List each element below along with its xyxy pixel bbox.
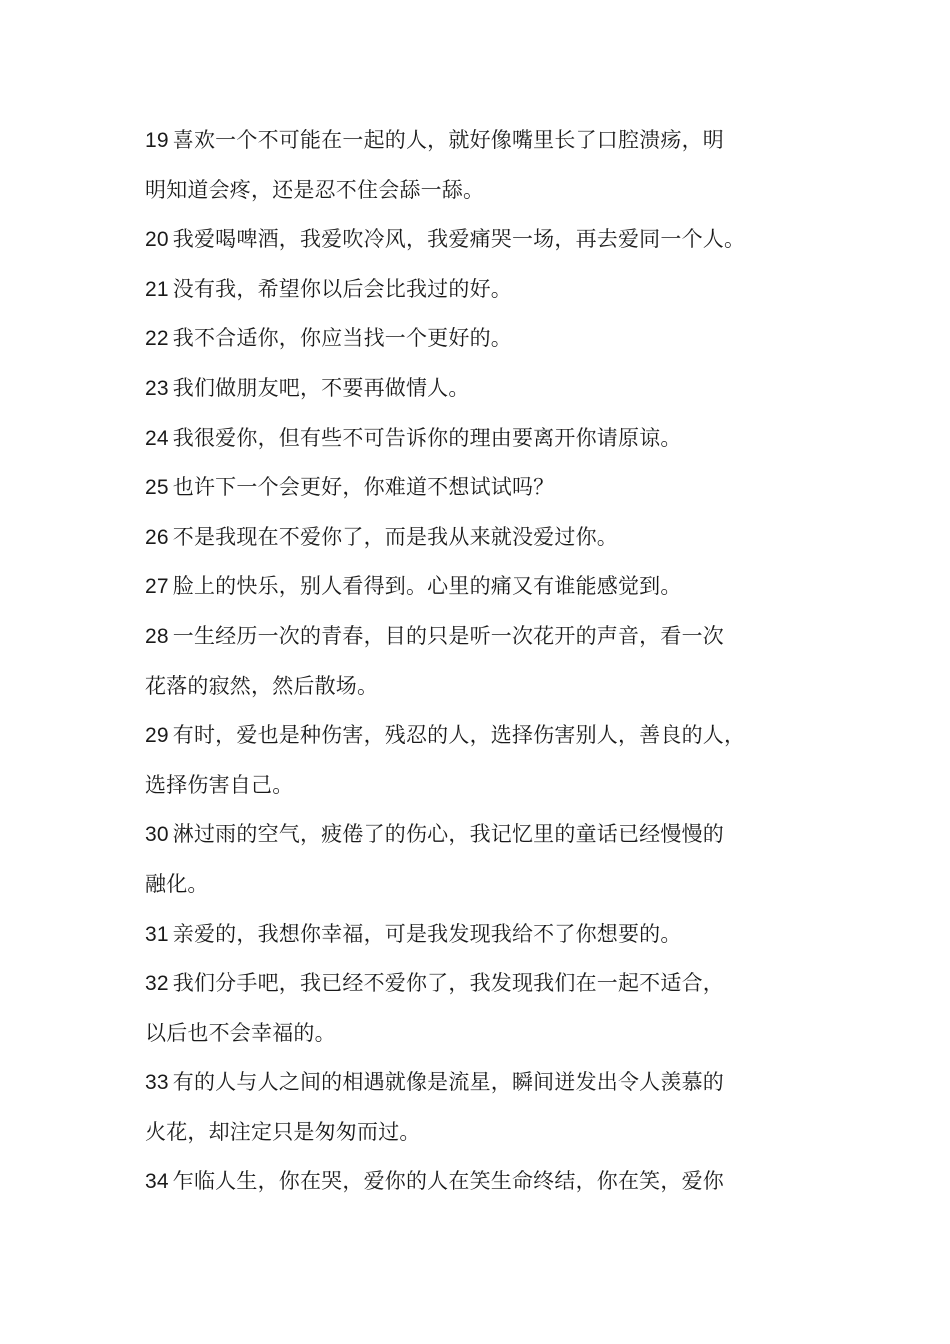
line-text: 我很爱你，但有些不可告诉你的理由要离开你请原谅。 (172, 425, 682, 450)
text-line (145, 513, 835, 563)
text-line (145, 463, 835, 513)
text-line (145, 314, 835, 364)
line-number: 24 (145, 426, 169, 450)
line-number: 21 (145, 277, 169, 301)
text-line (145, 1157, 835, 1207)
line-text: 火花，却注定只是匆匆而过。 (145, 1119, 421, 1144)
line-number: 30 (145, 823, 169, 847)
text-line (145, 761, 835, 811)
line-text: 我不合适你，你应当找一个更好的。 (172, 326, 512, 351)
line-number: 25 (145, 476, 169, 500)
text-line (145, 562, 835, 612)
line-number: 20 (145, 228, 169, 252)
text-line (145, 364, 835, 414)
line-text: 乍临人生，你在哭，爱你的人在笑生命终结，你在笑，爱你 (172, 1169, 724, 1194)
text-line (145, 860, 835, 910)
line-text: 有时，爱也是种伤害，残忍的人，选择伤害别人，善良的人， (172, 723, 746, 748)
text-line (145, 166, 835, 216)
text-line (145, 1009, 835, 1059)
line-text: 不是我现在不爱你了，而是我从来就没爱过你。 (172, 524, 618, 549)
line-text: 没有我，希望你以后会比我过的好。 (172, 276, 512, 301)
text-line (145, 414, 835, 464)
line-number: 22 (145, 327, 169, 351)
line-number: 23 (145, 376, 169, 400)
line-text: 淋过雨的空气，疲倦了的伤心，我记忆里的童话已经慢慢的 (172, 822, 724, 847)
text-line (145, 910, 835, 960)
line-number: 19 (145, 129, 169, 152)
line-text: 一生经历一次的青春，目的只是听一次花开的声音，看一次 (172, 623, 724, 648)
line-number: 26 (145, 525, 169, 549)
text-line (145, 1058, 835, 1108)
line-number: 34 (145, 1170, 169, 1194)
line-text: 选择伤害自己。 (145, 772, 294, 797)
line-text: 我们做朋友吧，不要再做情人。 (172, 375, 470, 400)
line-text: 有的人与人之间的相遇就像是流星，瞬间迸发出令人羡慕的 (172, 1070, 724, 1095)
line-number: 33 (145, 1071, 169, 1095)
line-text: 我们分手吧，我已经不爱你了，我发现我们在一起不适合， (172, 971, 724, 996)
line-text: 也许下一个会更好，你难道不想试试吗？ (172, 475, 555, 500)
text-line (145, 662, 835, 712)
line-number: 31 (145, 922, 169, 946)
line-text: 亲爱的，我想你幸福，可是我发现我给不了你想要的。 (172, 921, 682, 946)
line-text: 我爱喝啤酒，我爱吹冷风，我爱痛哭一场，再去爱同一个人。 (172, 227, 746, 252)
line-number: 28 (145, 624, 169, 648)
text-line (145, 810, 835, 860)
line-number: 29 (145, 724, 169, 748)
line-text: 脸上的快乐，别人看得到。心里的痛又有谁能感觉到。 (172, 574, 682, 599)
text-line (145, 116, 835, 166)
text-line (145, 265, 835, 315)
line-text: 喜欢一个不可能在一起的人，就好像嘴里长了口腔溃疡，明 (172, 128, 724, 152)
line-text: 花落的寂然，然后散场。 (145, 673, 379, 698)
line-number: 32 (145, 972, 169, 996)
text-line (145, 1108, 835, 1158)
text-line (145, 612, 835, 662)
line-text: 明知道会疼，还是忍不住会舔一舔。 (145, 177, 485, 202)
text-line (145, 959, 835, 1009)
line-number: 27 (145, 575, 169, 599)
line-text: 融化。 (145, 871, 209, 896)
text-line (145, 711, 835, 761)
document-body (145, 116, 835, 1207)
line-text: 以后也不会幸福的。 (145, 1020, 336, 1045)
text-line (145, 215, 835, 265)
